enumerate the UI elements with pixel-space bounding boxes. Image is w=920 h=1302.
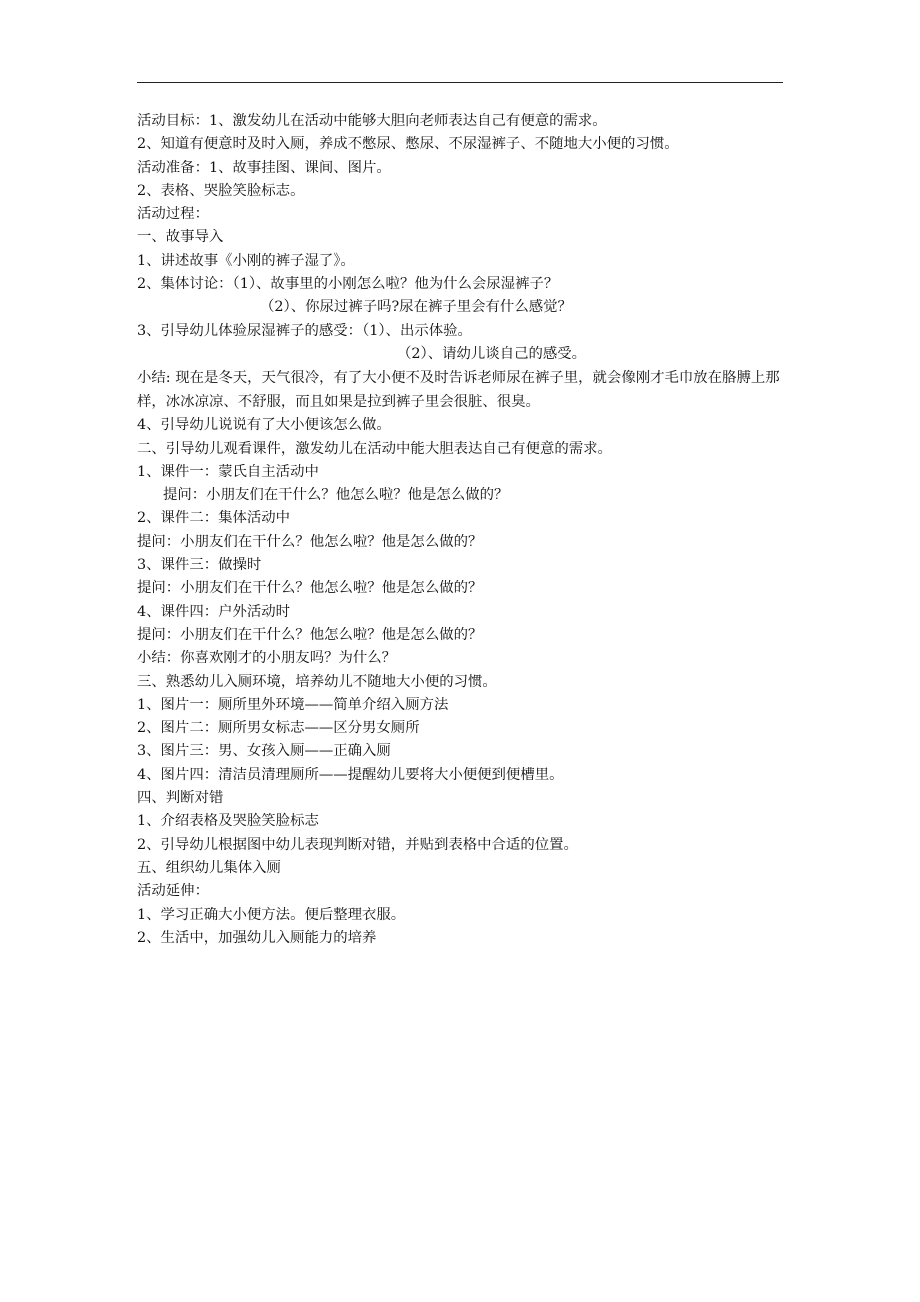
section-1-heading: 一、故事导入 — [137, 229, 224, 246]
section-4-heading: 四、判断对错 — [137, 790, 224, 807]
question-1: 提问：小朋友们在干什么？他怎么啦？他是怎么做的？ — [163, 487, 509, 504]
prep-line-2: 2、表格、哭脸笑脸标志。 — [137, 182, 305, 199]
judge-step-2: 2、引导幼儿根据图中幼儿表现判断对错，并贴到表格中合适的位置。 — [137, 836, 578, 853]
picture-1: 1、图片一：厕所里外环境——简单介绍入厕方法 — [137, 696, 449, 713]
step-1-1: 1、讲述故事《小刚的裤子湿了》。 — [137, 252, 355, 269]
extension-2: 2、生活中，加强幼儿入厕能力的培养 — [137, 929, 377, 946]
courseware-1: 1、课件一：蒙氏自主活动中 — [137, 463, 319, 480]
picture-3: 3、图片三：男、女孩入厕——正确入厕 — [137, 743, 391, 760]
courseware-4: 4、课件四：户外活动时 — [137, 603, 291, 620]
picture-2: 2、图片二：厕所男女标志——区分男女厕所 — [137, 720, 420, 737]
courseware-2: 2、课件二：集体活动中 — [137, 510, 291, 527]
step-1-3: 3、引导幼儿体验尿湿裤子的感受：（1）、出示体验。 — [137, 322, 472, 339]
header-rule — [137, 82, 783, 83]
question-3: 提问：小朋友们在干什么？他怎么啦？他是怎么做的？ — [137, 580, 483, 597]
step-1-2: 2、集体讨论：（1）、故事里的小刚怎么啦？他为什么会尿湿裤子？ — [137, 276, 559, 293]
summary-2: 小结：你喜欢刚才的小朋友吗？为什么？ — [137, 650, 397, 667]
goal-line-1: 活动目标：1、激发幼儿在活动中能够大胆向老师表达自己有便意的需求。 — [137, 113, 607, 129]
section-3-heading: 三、熟悉幼儿入厕环境，培养幼儿不随地大小便的习惯。 — [137, 673, 497, 690]
extension-1: 1、学习正确大小便方法。便后整理衣服。 — [137, 906, 406, 923]
goal-line-2: 2、知道有便意时及时入厕，养成不憋尿、憋尿、不尿湿裤子、不随地大小便的习惯。 — [137, 136, 679, 153]
document-body — [137, 110, 787, 950]
prep-line-1: 活动准备：1、故事挂图、课间、图片。 — [137, 159, 391, 176]
picture-4: 4、图片四：清洁员清理厕所——提醒幼儿要将大小便便到便槽里。 — [137, 766, 564, 783]
extension-heading: 活动延伸： — [137, 883, 209, 900]
process-heading: 活动过程： — [137, 206, 209, 223]
step-1-3-sub: （2）、请幼儿谈自己的感受。 — [397, 345, 587, 362]
step-1-2-sub: （2）、你尿过裤子吗?尿在裤子里会有什么感觉？ — [260, 299, 572, 316]
step-1-4: 4、引导幼儿说说有了大小便该怎么做。 — [137, 417, 391, 434]
section-5-heading: 五、组织幼儿集体入厕 — [137, 859, 281, 876]
summary-paragraph-1: 小结: 现在是冬天，天气很冷，有了大小便不及时告诉老师尿在裤子里，就会像刚才毛巾放在胳膊上那样，冰冰凉凉、不舒服，而且如果是拉到裤子里会很脏、很臭。 — [137, 370, 780, 411]
section-2-heading: 二、引导幼儿观看课件，激发幼儿在活动中能大胆表达自己有便意的需求。 — [137, 440, 612, 457]
judge-step-1: 1、介绍表格及哭脸笑脸标志 — [137, 813, 319, 830]
question-4: 提问：小朋友们在干什么？他怎么啦？他是怎么做的？ — [137, 626, 483, 643]
courseware-3: 3、课件三：做操时 — [137, 557, 262, 574]
question-2: 提问：小朋友们在干什么？他怎么啦？他是怎么做的？ — [137, 533, 483, 550]
